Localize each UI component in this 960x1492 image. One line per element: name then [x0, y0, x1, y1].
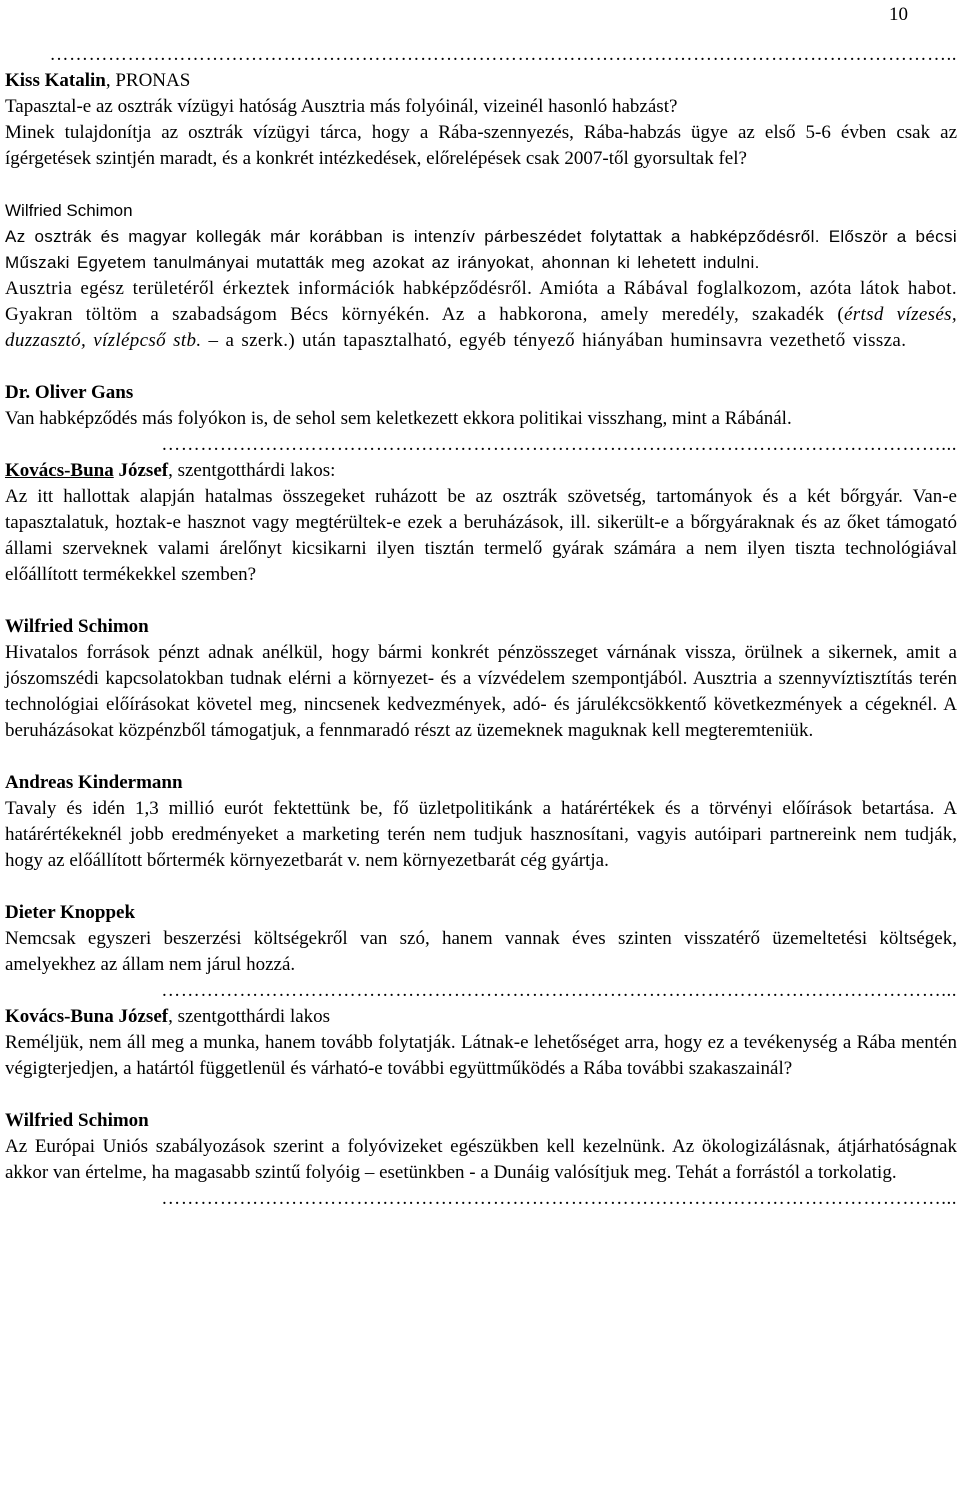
separator-dots: …………………………………………………………………………………………………………... [161, 434, 957, 455]
speaker-name: Wilfried Schimon [5, 616, 149, 637]
answer-text [5, 276, 957, 354]
speaker-name: Kiss Katalin [5, 70, 106, 91]
speaker-role: , PRONAS [105, 70, 191, 91]
answer-text: Van habképződés más folyókon is, de sehol sem keletkezett ekkora politikai visszhang, mint a Rábánál. [5, 408, 792, 429]
section-wilfried-schimon-3 [5, 1108, 957, 1186]
speaker-name: Andreas Kindermann [5, 772, 183, 793]
editor-note-credit: – a szerk. [201, 330, 289, 351]
answer-text: Nemcsak egyszeri beszerzési költségekről van szó, hanem vannak éves szinten visszatérő üzemeltetési költségek, amelyekhez az állam nem járul hozzá. [5, 928, 957, 975]
speaker-role: , szentgotthárdi lakos: [168, 460, 336, 481]
speaker-name: Dieter Knoppek [5, 902, 136, 923]
section-wilfried-schimon-2 [5, 614, 957, 744]
editor-note-italic: értsd vízesés, duzzasztó, vízlépcső stb. [5, 304, 957, 351]
speaker-name: Kovács-Buna [5, 460, 114, 481]
question-text: Minek tulajdonítja az osztrák vízügyi tárca, hogy a Rába-szennyezés, Rába-habzás ügye az első 5-6 évben csak az ígérgetések szintjén maradt, és a konkrét intézkedések, előrelépések csak 2007-től gyorsultak fel? [5, 122, 957, 169]
speaker-heading [5, 458, 957, 484]
answer-text: Tavaly és idén 1,3 millió eurót fektettünk be, fő üzletpolitikánk a határértékek és a törvényi előírások betartása. A határértékeknél jobb eredményeket a marketing terén nem tudjuk hasznosítani, vagyis autóipari partnereink nem tudják, hogy az előállított bőrtermék környezetbarát v. nem környezetbarát cég gyártja. [5, 798, 957, 871]
section-dieter-knoppek [5, 900, 957, 978]
speaker-name: Dr. Oliver Gans [5, 382, 134, 403]
section-wilfried-schimon-1 [5, 198, 957, 354]
section-andreas-kindermann [5, 770, 957, 874]
answer-text: Hivatalos források pénzt adnak anélkül, hogy bármi konkrét pénzösszeget várnának vissza, örülnek a sikernek, amit a jószomszédi kapcsolatokban tudnak elérni a környezet- és a vízvédelem szempontjából. Ausztria a szennyvíztisztítás terén technológiai előírásokat követel meg, nincsenek kedvezmények, adó- és járulékcsökkentő következmények a cégeknél. A beruházásokat közpénzből támogatjuk, a fennmaradó részt az üzemeknek maguknak kell megteremteniük. [5, 642, 957, 741]
speaker-role: , szentgotthárdi lakos [168, 1006, 331, 1027]
speaker-name: Wilfried Schimon [5, 201, 133, 220]
separator-dots: ………………………………………………………………………………………………………………………….. [49, 44, 957, 65]
answer-text-part: ) után tapasztalható, egyéb tényező hiányában huminsavra vezethető vissza. [288, 330, 907, 351]
question-text: Az itt hallottak alapján hatalmas összegeket ruházott be az osztrák szövetség, tartományok és a két bőrgyár. Van-e tapasztalatuk, hoztak-e hasznot vagy megtérültek-e ezek a beruházások, ill. sikerült-e a bőrgyáraknak és az őket támogató állami szerveknek valami árelőnyt kicsikarni ilyen tisztán termelő gyárak számára a nem ilyen tiszta technológiával előállított termékekkel szemben? [5, 486, 957, 585]
page-number: 10 [889, 4, 908, 25]
separator-dots: …………………………………………………………………………………………………………... [161, 980, 957, 1001]
section-oliver-gans [5, 380, 957, 432]
section-kiss-katalin [5, 68, 957, 172]
speaker-name: Wilfried Schimon [5, 1110, 149, 1131]
answer-text: Az Európai Uniós szabályozások szerint a folyóvizeket egészükben kell kezelnünk. Az ökologizálásnak, átjárhatóságnak akkor van értelme, ha magasabb szintű folyóig – esetünkben - a Dunáig valósítjuk meg. Tehát a forrástól a torkolatig. [5, 1136, 957, 1183]
section-kovacs-buna-2 [5, 1004, 957, 1082]
speaker-heading [5, 68, 957, 94]
question-text: Reméljük, nem áll meg a munka, hanem tovább folytatják. Látnak-e lehetőséget arra, hogy ez a tevékenység a Rába mentén végigterjedjen, a határtól függetlenül és várható-e további együttműködés a Rába további szakaszainál? [5, 1032, 957, 1079]
speaker-name: Kovács-Buna József [5, 1006, 169, 1027]
separator-dots: …………………………………………………………………………………………………………... [161, 1188, 957, 1209]
question-text: Tapasztal-e az osztrák vízügyi hatóság Ausztria más folyóinál, vizeinél hasonló habzást? [5, 96, 678, 117]
section-kovacs-buna-1 [5, 458, 957, 588]
document-body [5, 42, 957, 1212]
answer-text: Az osztrák és magyar kollegák már korábban is intenzív párbeszédet folytattak a habképződésről. Először a bécsi Műszaki Egyetem tanulmányai mutatták meg azokat az irányokat, ahonnan ki lehetett indulni. [5, 227, 957, 272]
speaker-heading [5, 1004, 957, 1030]
speaker-name-part: József [113, 460, 169, 481]
answer-text-part: Ausztria egész területéről érkeztek információk habképződésről. Amióta a Rábával foglalkozom, azóta látok habot. Gyakran töltöm a szabadságom Bécs környékén. Az a habkorona, amely meredély, szakadék ( [5, 278, 957, 325]
